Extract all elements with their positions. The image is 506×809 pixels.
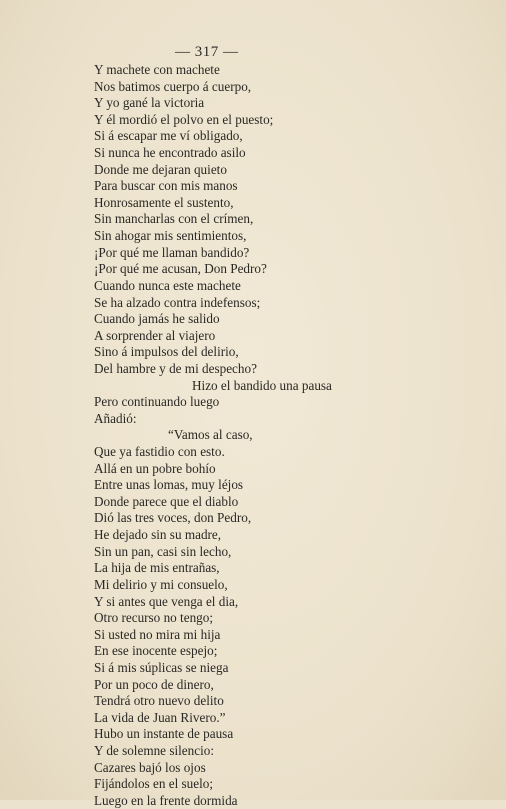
verse-line: “Vamos al caso, — [168, 427, 253, 443]
verse-line: Sin ahogar mis sentimientos, — [94, 228, 247, 244]
verse-line: Donde parece que el diablo — [94, 493, 239, 509]
verse-line: Nos batimos cuerpo á cuerpo, — [94, 78, 252, 94]
verse-line: Y de solemne silencio: — [94, 742, 215, 758]
verse-line: Dió las tres voces, don Pedro, — [94, 510, 252, 526]
verse-line: A sorprender al viajero — [94, 327, 216, 343]
verse-line: He dejado sin su madre, — [94, 527, 222, 543]
verse-line: Hubo un instante de pausa — [94, 726, 234, 742]
verse-line: Cuando jamás he salido — [94, 311, 220, 327]
verse-line: Y machete con machete — [94, 62, 220, 77]
verse-line: Pero continuando luego — [94, 394, 220, 410]
verse-line: Fijándolos en el suelo; — [94, 776, 214, 792]
verse-line: La vida de Juan Rivero.” — [94, 709, 226, 725]
verse-line: Para buscar con mis manos — [94, 178, 238, 194]
verse-line: ¡Por qué me llaman bandido? — [94, 244, 250, 260]
verse-line: Hizo el bandido una pausa — [192, 377, 332, 393]
verse-line: Luego en la frente dormida — [94, 792, 238, 808]
verse-line: Sin mancharlas con el crímen, — [94, 211, 254, 227]
verse-line: Cazares bajó los ojos — [94, 759, 206, 775]
verse-line: Que ya fastidio con esto. — [94, 444, 225, 460]
verse-line: Y yo gané la victoria — [94, 95, 205, 111]
verse-line: Se ha alzado contra indefensos; — [94, 294, 261, 310]
verse-line: En ese inocente espejo; — [94, 643, 218, 659]
verse-line: Allá en un pobre bohío — [94, 460, 216, 476]
verse-line: Por un poco de dinero, — [94, 676, 214, 692]
poem-text — [94, 62, 354, 809]
verse-line: La hija de mis entrañas, — [94, 560, 220, 576]
page-number: — 317 — — [175, 44, 239, 60]
verse-line: Tendrá otro nuevo delito — [94, 693, 224, 709]
verse-line: Si nunca he encontrado asilo — [94, 145, 246, 161]
verse-line: Sin un pan, casi sin lecho, — [94, 543, 232, 559]
verse-line: Si á mis súplicas se niega — [94, 659, 229, 675]
verse-line: ¡Por qué me acusan, Don Pedro? — [94, 261, 267, 277]
verse-line: Cuando nunca este machete — [94, 277, 241, 293]
verse-line: Añadió: — [94, 410, 137, 426]
verse-line: Otro recurso no tengo; — [94, 610, 214, 626]
verse-line: Entre unas lomas, muy léjos — [94, 477, 244, 493]
verse-line: Si á escapar me ví obligado, — [94, 128, 243, 144]
verse-line: Donde me dejaran quieto — [94, 161, 227, 177]
verse-line: Sino á impulsos del delirio, — [94, 344, 239, 360]
verse-line: Y si antes que venga el dia, — [94, 593, 239, 609]
verse-line: Si usted no mira mi hija — [94, 626, 221, 642]
verse-line: Y él mordió el polvo en el puesto; — [94, 111, 274, 127]
verse-line: Mi delirio y mi consuelo, — [94, 576, 228, 592]
verse-line: Honrosamente el sustento, — [94, 194, 234, 210]
verse-line: Del hambre y de mi despecho? — [94, 360, 257, 376]
